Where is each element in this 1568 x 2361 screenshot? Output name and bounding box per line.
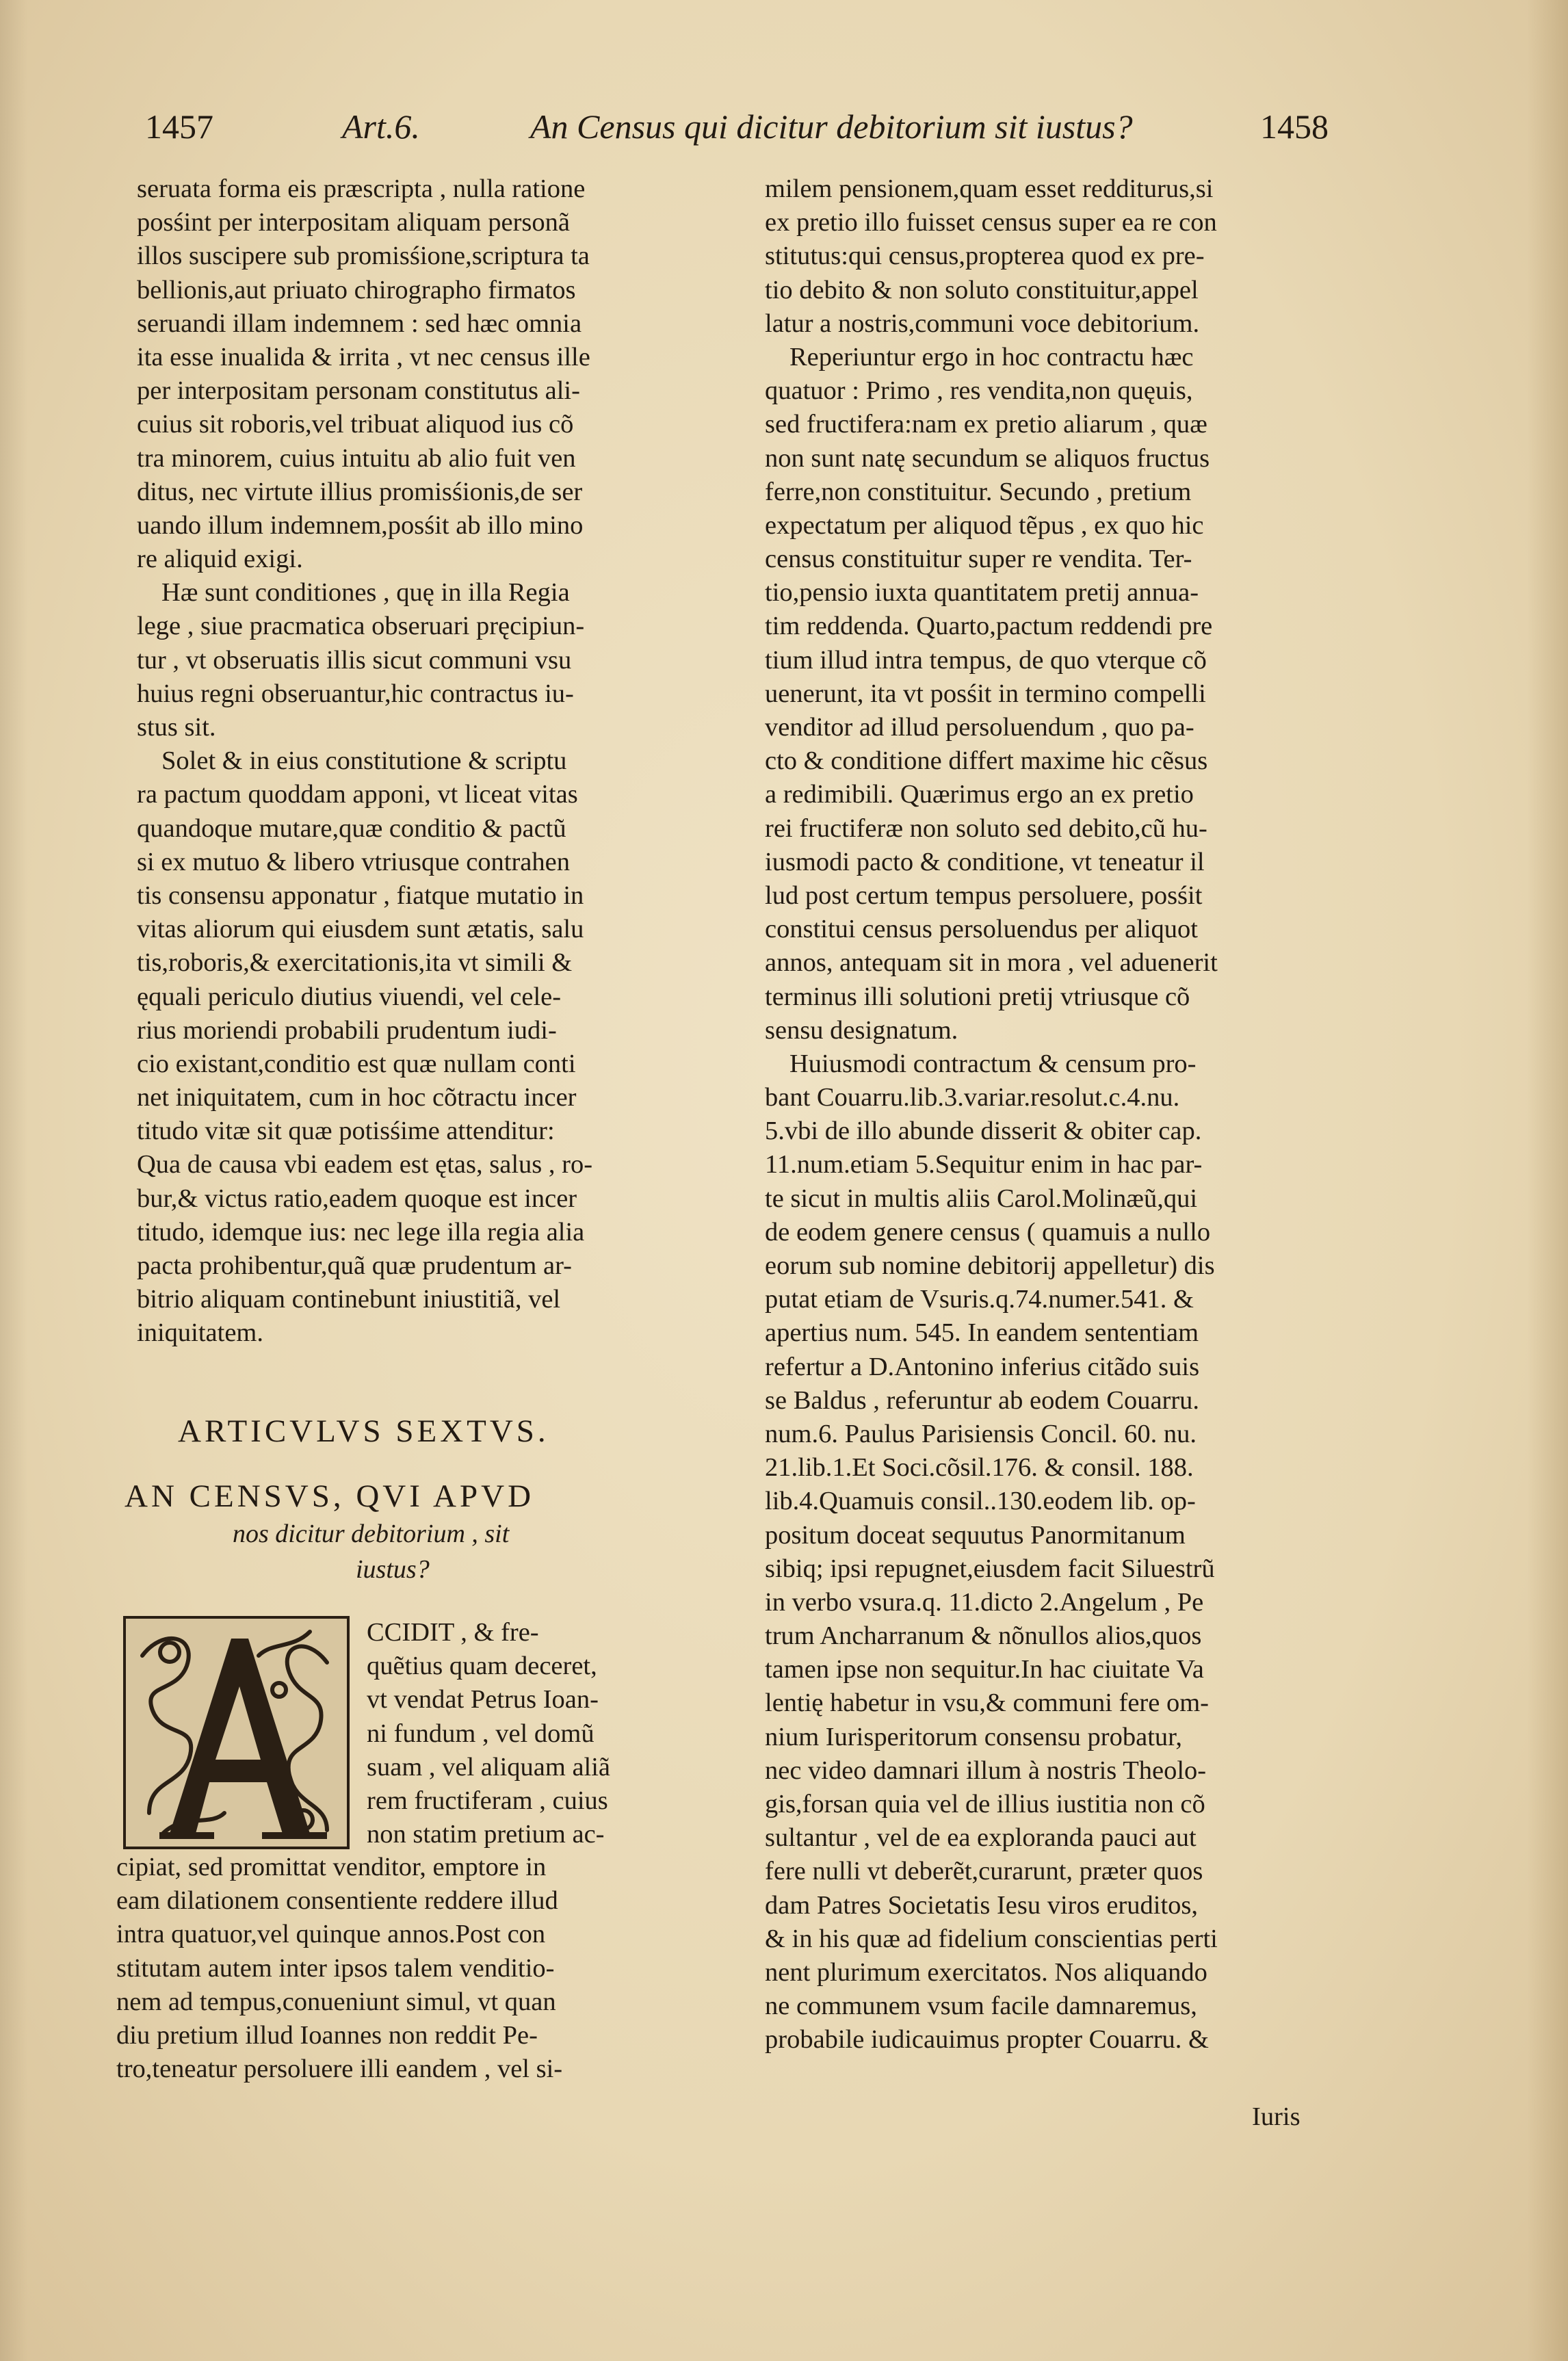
text-line: tamen ipse non sequitur.In hac ciuitate Va	[765, 1655, 1204, 1684]
text-line: rei fructiferæ non soluto sed debito,cũ hu-	[765, 813, 1207, 843]
text-line: bellionis,aut priuato chirographo firmatos	[137, 275, 576, 304]
article-heading: ARTICVLVS SEXTVS.	[178, 1413, 549, 1449]
text-line: annos, antequam sit in mora , vel aduenerit	[765, 948, 1218, 978]
text-line: positum doceat sequutus Panormitanum	[765, 1520, 1186, 1550]
decorated-initial	[122, 1615, 351, 1851]
text-line: nium Iurisperitorum consensu probatur,	[765, 1722, 1183, 1751]
text-line: bant Couarru.lib.3.variar.resolut.c.4.nu.	[765, 1083, 1180, 1112]
text-line: tur , vt obseruatis illis sicut communi vsu	[137, 645, 572, 675]
text-line: venditor ad illud persoluendum , quo pa-	[765, 713, 1194, 742]
text-line: titudo vitæ sit quæ potisśime attenditur:	[137, 1117, 555, 1146]
text-line: a redimibili. Quærimus ergo an ex pretio	[765, 780, 1194, 809]
text-line: nec video damnari illum à nostris Theolo-	[765, 1756, 1207, 1785]
question-subheading-end: iustus?	[356, 1555, 430, 1584]
text-line: putat etiam de Vsuris.q.74.numer.541. &	[765, 1285, 1194, 1314]
text-line: ne communem vsum facile damnaremus,	[765, 1992, 1197, 2021]
question-subheading: nos dicitur debitorium , sit	[233, 1519, 510, 1548]
text-line: stus sit.	[137, 713, 216, 742]
text-line: milem pensionem,quam esset redditurus,si	[765, 174, 1214, 203]
page-right-edge	[1527, 0, 1568, 2361]
text-line: seruandi illam indemnem : sed hæc omnia	[137, 309, 582, 338]
text-line: ferre,non constituitur. Secundo , pretium	[765, 477, 1192, 506]
text-line: 21.lib.1.Et Soci.cõsil.176. & consil. 188.	[765, 1453, 1194, 1483]
text-line: stitutus:qui census,propterea quod ex pre-	[765, 242, 1205, 271]
text-line: sultantur , vel de ea exploranda pauci aut	[765, 1823, 1197, 1853]
text-line: suam , vel aliquam aliã	[367, 1752, 611, 1782]
text-line: gis,forsan quia vel de illius iustitia non cõ	[765, 1790, 1205, 1818]
question-heading: AN CENSVS, QVI APVD	[125, 1478, 535, 1514]
right-column-text	[765, 172, 1336, 2057]
text-line: tis consensu apponatur , fiatque mutatio in	[137, 881, 584, 910]
text-line: rem fructiferam , cuius	[367, 1786, 608, 1815]
text-line: Reperiuntur ergo in hoc contractu hæc	[789, 342, 1194, 371]
text-line: cuius sit roboris,vel tribuat aliquod ius cõ	[137, 410, 574, 439]
text-line: ęquali periculo diutius viuendi, vel cele-	[137, 982, 562, 1011]
text-line: expectatum per aliquod tẽpus , ex quo hic	[765, 510, 1204, 540]
text-line: quẽtius quam deceret,	[367, 1652, 597, 1681]
text-line: tra minorem, cuius intuitu ab alio fuit ven	[137, 443, 576, 473]
text-line: iusmodi pacto & conditione, vt teneatur il	[765, 847, 1205, 876]
text-line: cto & conditione differt maxime hic cẽsus	[765, 746, 1208, 776]
text-line: refertur a D.Antonino inferius citãdo suis	[765, 1352, 1200, 1381]
paragraph-continuation	[116, 1851, 688, 2086]
text-line: constitui census persoluendus per aliquot	[765, 915, 1198, 944]
text-line: tis,roboris,& exercitationis,ita vt simili &	[137, 948, 573, 978]
text-line: bitrio aliquam continebunt iniustitiã, vel	[137, 1285, 561, 1314]
text-line: Solet & in eius constitutione & scriptu	[161, 746, 567, 776]
text-line: lege , siue pracmatica obseruari pręcipiun-	[137, 612, 585, 641]
text-line: ditus, nec virtute illius promisśionis,de ser	[137, 477, 583, 506]
text-line: cio existant,conditio est quæ nullam conti	[137, 1049, 576, 1078]
text-line: uenerunt, ita vt posśit in termino compelli	[765, 679, 1206, 708]
text-line: 11.num.etiam 5.Sequitur enim in hac par-	[765, 1150, 1203, 1179]
text-line: Hæ sunt conditiones , quę in illa Regia	[161, 578, 570, 608]
text-line: intra quatuor,vel quinque annos.Post con	[116, 1920, 546, 1949]
left-column-text	[137, 172, 688, 1351]
text-line: si ex mutuo & libero vtriusque contrahen	[137, 847, 570, 876]
initial-paragraph-lines	[367, 1616, 688, 1851]
text-line: tium illud intra tempus, de quo vterque cõ	[765, 645, 1207, 675]
text-line: sed fructifera:nam ex pretio aliarum , quæ	[765, 410, 1207, 439]
text-line: tio,pensio iuxta quantitatem pretij annua-	[765, 578, 1199, 608]
text-line: huius regni obseruantur,hic contractus iu-	[137, 679, 574, 708]
text-line: eam dilationem consentiente reddere illud	[116, 1886, 558, 1916]
text-line: nent plurimum exercitatos. Nos aliquando	[765, 1957, 1207, 1987]
text-line: probabile iudicauimus propter Couarru. &	[765, 2025, 1209, 2055]
text-line: vitas aliorum qui eiusdem sunt ætatis, salu	[137, 915, 584, 944]
text-line: eorum sub nomine debitorij appelletur) dis	[765, 1251, 1215, 1280]
text-line: num.6. Paulus Parisiensis Concil. 60. nu.	[765, 1419, 1197, 1448]
text-line: trum Ancharranum & nõnullos alios,quos	[765, 1621, 1202, 1651]
text-line: re aliquid exigi.	[137, 545, 303, 574]
text-line: CCIDIT , & fre-	[367, 1618, 539, 1647]
text-line: lib.4.Quamuis consil..130.eodem lib. op-	[765, 1487, 1196, 1516]
text-line: dam Patres Societatis Iesu viros eruditos,	[765, 1890, 1198, 1920]
text-line: vt vendat Petrus Ioan-	[367, 1685, 599, 1714]
text-line: sibiq; ipsi repugnet,eiusdem facit Siluestrũ	[765, 1554, 1215, 1583]
text-line: Qua de causa vbi eadem est ętas, salus , ro-	[137, 1150, 593, 1179]
text-line: fere nulli vt deberẽt,curarunt, præter quos	[765, 1857, 1203, 1886]
text-line: tro,teneatur persoluere illi eandem , vel si-	[116, 2055, 563, 2084]
text-line: non sunt natę secundum se aliquos fructus	[765, 443, 1210, 473]
text-line: net iniquitatem, cum in hoc cõtractu incer	[137, 1083, 577, 1112]
text-line: quandoque mutare,quæ conditio & pactũ	[137, 813, 566, 843]
text-line: census constituitur super re vendita. Ter-	[765, 545, 1192, 574]
text-line: ex pretio illo fuisset census super ea re con	[765, 208, 1217, 237]
text-line: & in his quæ ad fidelium conscientias perti	[765, 1924, 1218, 1953]
text-line: tio debito & non soluto constituitur,appel	[765, 275, 1199, 304]
text-line: lentię habetur in vsu,& communi fere om-	[765, 1688, 1209, 1718]
text-line: tim reddenda. Quarto,pactum reddendi pre	[765, 612, 1213, 641]
text-line: in verbo vsura.q. 11.dicto 2.Angelum , Pe	[765, 1587, 1204, 1617]
text-line: per interpositam personam constitutus ali-	[137, 376, 580, 406]
text-line: titudo, idemque ius: nec lege illa regia alia	[137, 1217, 585, 1247]
text-line: terminus illi solutioni pretij vtriusque cõ	[765, 982, 1190, 1011]
text-line: iniquitatem.	[137, 1318, 263, 1348]
text-line: rius moriendi probabili prudentum iudi-	[137, 1015, 557, 1045]
text-line: apertius num. 545. In eandem sententiam	[765, 1318, 1199, 1348]
text-line: se Baldus , referuntur ab eodem Couarru.	[765, 1385, 1200, 1415]
text-line: illos suscipere sub promisśione,scriptura ta	[137, 242, 590, 271]
text-line: quatuor : Primo , res vendita,non quęuis,	[765, 376, 1193, 406]
text-line: diu pretium illud Ioannes non reddit Pe-	[116, 2020, 538, 2050]
text-line: stitutam autem inter ipsos talem venditio-	[116, 1953, 555, 1983]
text-line: te sicut in multis aliis Carol.Molinæũ,qui	[765, 1184, 1198, 1213]
text-line: de eodem genere census ( quamuis a nullo	[765, 1217, 1211, 1247]
page-number-left: 1457	[145, 107, 213, 146]
text-line: uando illum indemnem,posśit ab illo mino	[137, 510, 584, 540]
text-line: Huiusmodi contractum & censum pro-	[789, 1049, 1197, 1078]
text-line: lud post certum tempus persoluere, posśit	[765, 881, 1203, 910]
text-line: cipiat, sed promittat venditor, emptore in	[116, 1853, 547, 1881]
text-line: nem ad tempus,conueniunt simul, vt quan	[116, 1987, 556, 2016]
text-line: ni fundum , vel domũ	[367, 1719, 594, 1748]
text-line: 5.vbi de illo abunde disserit & obiter cap.	[765, 1117, 1202, 1146]
article-reference: Art.6.	[342, 107, 420, 146]
running-title: An Census qui dicitur debitorium sit iustus?	[530, 107, 1133, 146]
text-line: posśint per interpositam aliquam personã	[137, 208, 570, 237]
text-line: latur a nostris,communi voce debitorium.	[765, 309, 1200, 338]
text-line: bur,& victus ratio,eadem quoque est incer	[137, 1184, 577, 1213]
text-line: ita esse inualida & irrita , vt nec census ille	[137, 342, 590, 371]
page-header	[0, 103, 1568, 151]
text-line: sensu designatum.	[765, 1015, 958, 1045]
page-number-right: 1458	[1260, 107, 1329, 146]
text-line: seruata forma eis præscripta , nulla ratione	[137, 174, 586, 203]
text-line: non statim pretium ac-	[367, 1820, 605, 1849]
page-left-edge	[0, 0, 27, 2361]
text-line: pacta prohibentur,quã quæ prudentum ar-	[137, 1251, 572, 1280]
text-line: ra pactum quoddam apponi, vt liceat vitas	[137, 780, 578, 809]
catchword: Iuris	[1252, 2102, 1301, 2131]
